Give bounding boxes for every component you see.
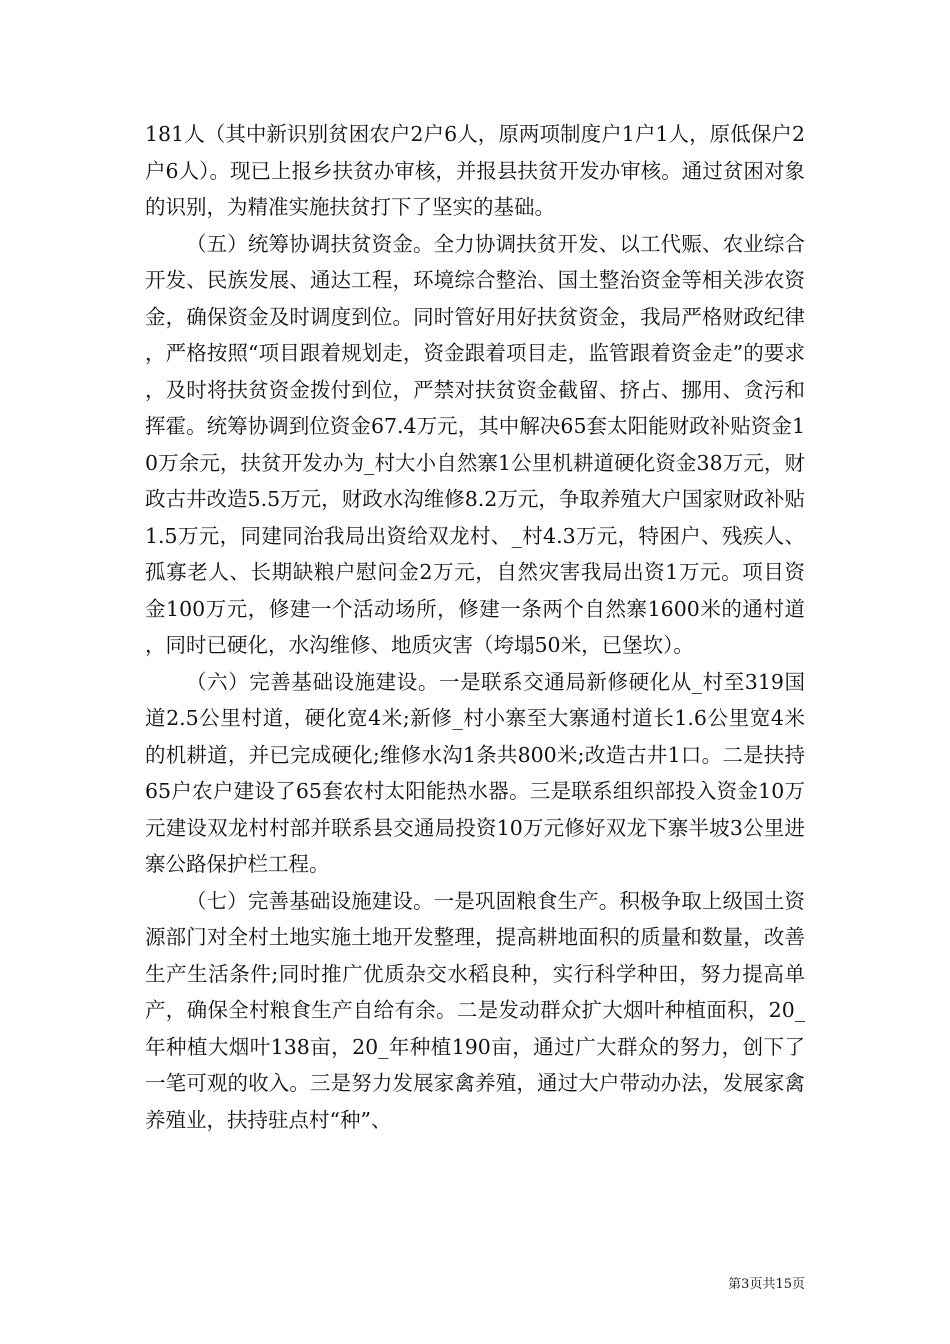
paragraph-section-6: （六）完善基础设施建设。一是联系交通局新修硬化从_村至319国道2.5公里村道，硬化宽4米;新修_村小寨至大寨通村道长1.6公里宽4米的机耕道，并已完成硬化;维修水沟1条共800米;改造古井1口。二是扶持65户农户建设了65套农村太阳能热水器。三是联系组织部投入资金10万元建设双龙村村部并联系县交通局投资10万元修好双龙下寨半坡3公里进寨公路保护栏工程。 — [145, 669, 805, 876]
document-body — [145, 116, 805, 1138]
page-number-footer: 第3页共15页 — [728, 1277, 805, 1292]
paragraph-section-7: （七）完善基础设施建设。一是巩固粮食生产。积极争取上级国土资源部门对全村土地实施土地开发整理，提高耕地面积的质量和数量，改善生产生活条件;同时推广优质杂交水稻良种，实行科学种田，努力提高单产，确保全村粮食生产自给有余。二是发动群众扩大烟叶种植面积，20_年种植大烟叶138亩，20_年种植190亩，通过广大群众的努力，创下了一笔可观的收入。三是努力发展家禽养殖，通过大户带动办法，发展家禽养殖业，扶持驻点村“种”、 — [145, 888, 805, 1132]
paragraph-continuation: 181人（其中新识别贫困农户2户6人，原两项制度户1户1人，原低保户2户6人）。现已上报乡扶贫办审核，并报县扶贫开发办审核。通过贫困对象的识别，为精准实施扶贫打下了坚实的基础。 — [145, 122, 805, 219]
paragraph-section-5: （五）统筹协调扶贫资金。全力协调扶贫开发、以工代赈、农业综合开发、民族发展、通达工程，环境综合整治、国土整治资金等相关涉农资金，确保资金及时调度到位。同时管好用好扶贫资金，我局严格财政纪律，严格按照“项目跟着规划走，资金跟着项目走，监管跟着资金走”的要求，及时将扶贫资金拨付到位，严禁对扶贫资金截留、挤占、挪用、贪污和挥霍。统筹协调到位资金67.4万元，其中解决65套太阳能财政补贴资金10万余元，扶贫开发办为_村大小自然寨1公里机耕道硬化资金38万元，财政古井改造5.5万元，财政水沟维修8.2万元，争取养殖大户国家财政补贴1.5万元，同建同治我局出资给双龙村、_村4.3万元，特困户、残疾人、孤寡老人、长期缺粮户慰问金2万元，自然灾害我局出资1万元。项目资金100万元，修建一个活动场所，修建一条两个自然寨1600米的通村道，同时已硬化，水沟维修、地质灾害（垮塌50米，已堡坎）。 — [145, 231, 805, 657]
